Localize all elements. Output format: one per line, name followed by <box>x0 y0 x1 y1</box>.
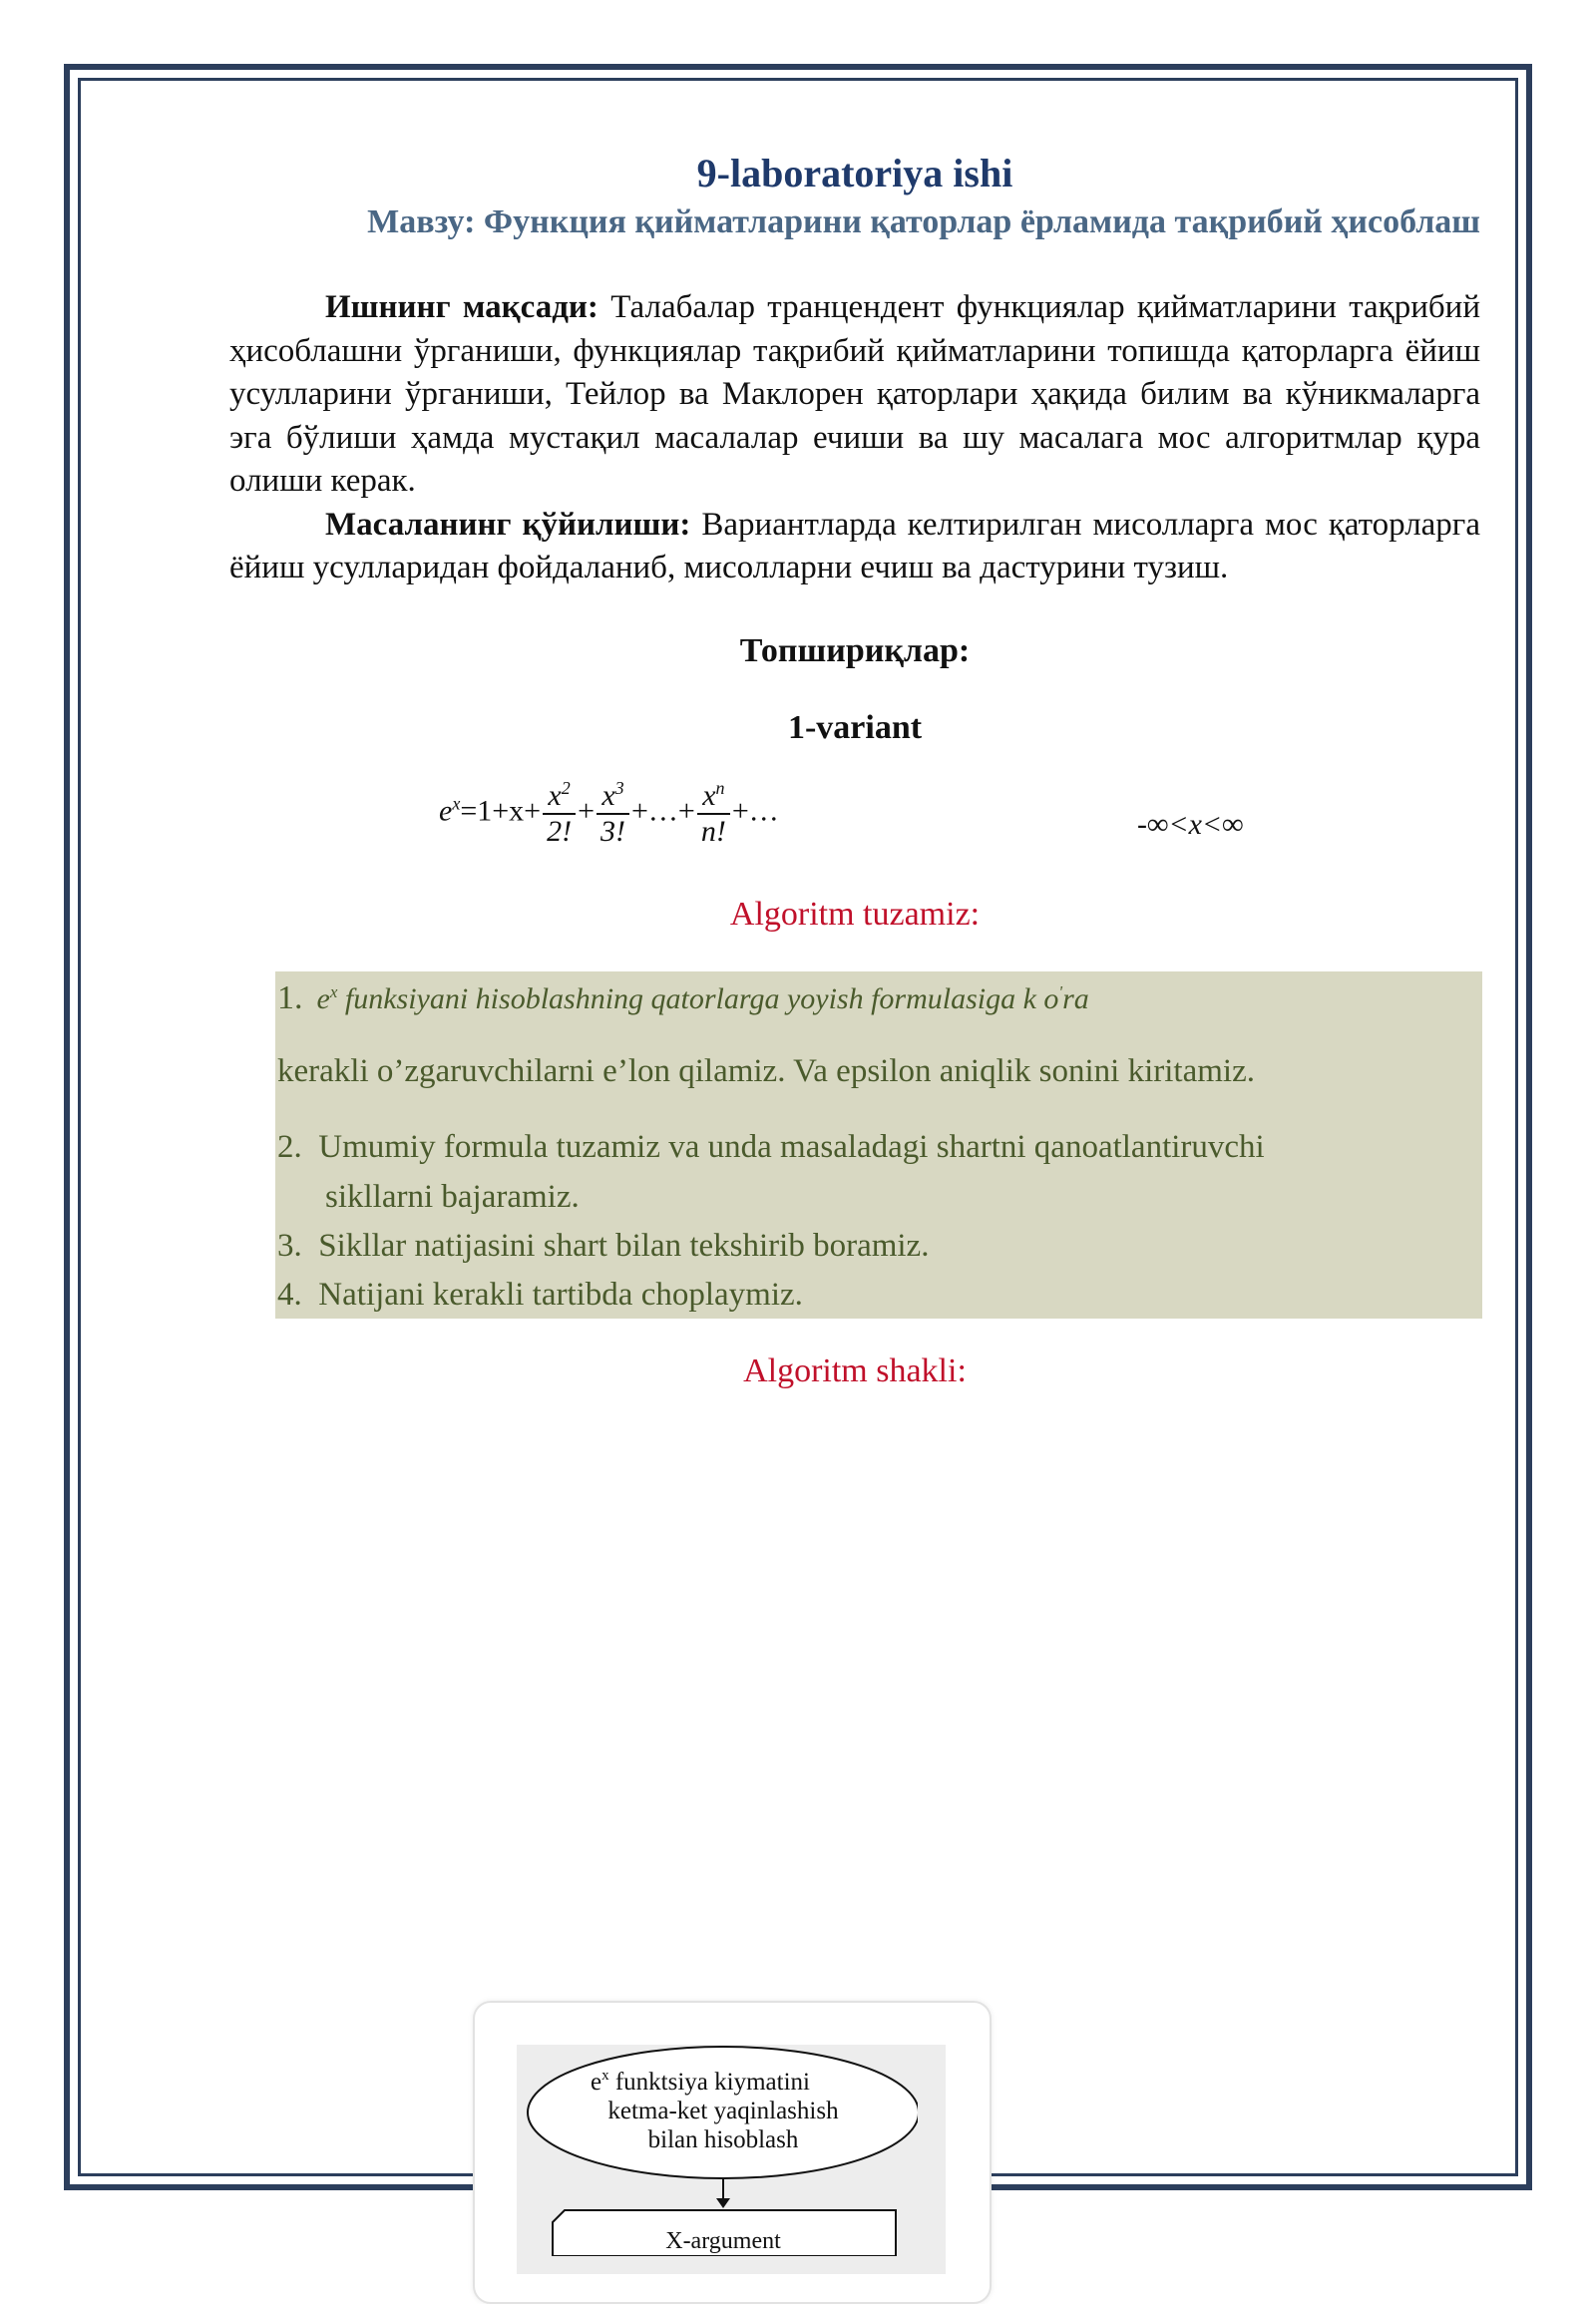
algorithm-item-1-cont: kerakli o’zgaruvchilarni e’lon qilamiz. Va epsilon aniqlik sonini kiritamiz. <box>277 1053 1255 1089</box>
problem-text: Вариантларда келтирилган мисолларга мос қаторларга ёйиш усулларидан фойдаланиб, мисолларни ечиш ва дастурини тузиш. <box>229 506 1480 585</box>
flowchart <box>519 2035 918 2256</box>
formula-term-3: $\frac{x^3}{3!}$ <box>597 778 629 849</box>
goal-label: Ишнинг мақсади: <box>325 289 598 325</box>
goal-text: Талабалар транцендент функциялар қийматларини тақрибий ҳисоблашни ўрганиши, функциялар тақрибий қийматларини топишда қаторларга ёйиш усулларини ўрганиши, Тейлор ва Маклорен қаторлари ҳақида билим ва кўникмаларга эга бўлиши ҳамда мустақил масалалар ечиши ва шу масалага мос алгоритмлар қура олиши керак. <box>229 289 1480 499</box>
page-title: 9-laboratoriya ishi <box>696 151 1013 195</box>
flowchart-arrowhead <box>716 2198 730 2208</box>
problem-label: Масаланинг қўйилиши: <box>325 506 691 543</box>
flowchart-start-line1: $e^x$ funktsiya kiymatini <box>591 2068 810 2096</box>
formula-equals: =1+x+ <box>460 794 542 828</box>
algorithm-item-4: 4. Natijani kerakli tartibda choplaymiz. <box>277 1277 803 1313</box>
flowchart-start-line3: bilan hisoblash <box>647 2126 799 2153</box>
algorithm-item-2: 2. Umumiy formula tuzamiz va unda masaladagi shartni qanoatlantiruvchi <box>277 1129 1265 1165</box>
formula-lhs-sup: x <box>452 793 461 814</box>
variant-heading: 1-variant <box>787 709 923 746</box>
formula-term-n: $\frac{x^n}{n!}$ <box>697 778 730 849</box>
algorithm-item-3: 3. Sikllar natijasini shart bilan tekshirib boramiz. <box>277 1228 930 1264</box>
algorithm-item-2-cont: sikllarni bajaramiz. <box>325 1179 580 1215</box>
algorithm-shape-heading: Algoritm shakli: <box>743 1352 967 1389</box>
algorithm-heading: Algoritm tuzamiz: <box>729 896 981 933</box>
series-formula: $e^x=1+x+$ $\frac{x^2}{2!}$ + $\frac{x^3}{3!}$ +…+ $\frac{x^n}{n!}$ +… <box>439 778 779 848</box>
formula-lhs: e <box>439 794 453 828</box>
tasks-heading: Топшириқлар: <box>739 632 971 669</box>
algorithm-item-1: 1. $e^x$ funksiyani hisoblashning qatorlarga yoyish formulasiga k o'ra <box>277 979 1089 1016</box>
page-subtitle: Мавзу: Функция қийматларини қаторлар ёрламида тақрибий ҳисоблаш <box>367 203 1480 240</box>
goal-paragraph <box>229 286 1480 590</box>
flowchart-input-label: X-argument <box>665 2228 781 2254</box>
flowchart-start-line2: ketma-ket yaqinlashish <box>607 2098 839 2124</box>
formula-term-2: $\frac{x^2}{2!}$ <box>543 778 576 849</box>
formula-range: -∞<x<∞ <box>1137 808 1244 841</box>
